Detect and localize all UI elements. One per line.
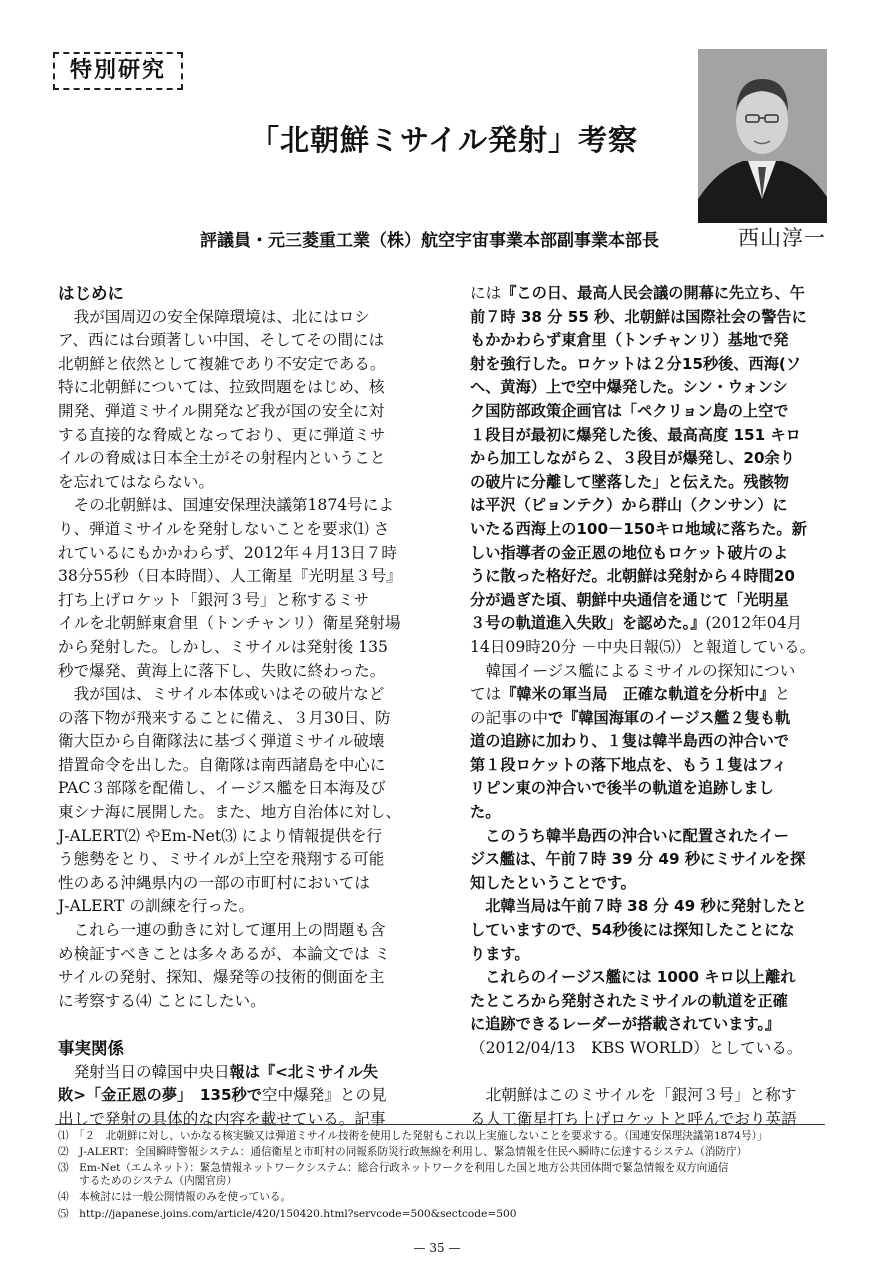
text-line: サイルの発射、探知、爆発等の技術的側面を主 [58, 968, 385, 987]
text-line: このうち韓半島西の沖合いに配置されたイー [470, 826, 789, 845]
text-line: 38分55秒（日本時間）、人工衛星『光明星３号』 [58, 567, 402, 586]
text-line: リピン東の沖合いで後半の軌道を追跡しまし [470, 779, 774, 798]
text-line: しい指導者の金正恩の地位もロケット破片のよ [470, 543, 789, 562]
text-segment: 空中爆発』との見 [261, 1086, 387, 1105]
text-line: 出しで発射の具体的な内容を載せている。記事 [58, 1109, 386, 1128]
text-line [470, 1061, 815, 1085]
text-line [58, 1061, 402, 1085]
text-segment: (2012年04月 [705, 614, 803, 633]
text-line [470, 707, 815, 731]
footnote-2: ⑵ J-ALERT：全国瞬時警報システム：通信衛星と市町村の同報系防災行政無線を利用し、緊急情報を住民へ瞬時に伝達するシステム（消防庁） [58, 1146, 748, 1158]
text-line: 14日09時20分 －中央日報⑸）と報道している。 [470, 637, 816, 656]
text-line: の破片に分離して墜落した」と伝えた。残骸物 [470, 472, 789, 491]
text-line [470, 612, 815, 636]
text-line: PAC３部隊を配備し、イージス艦を日本海及び [58, 779, 386, 798]
text-line: ア、西には台頭著しい中国、そしてその間には [58, 331, 385, 350]
text-line: していますので、54秒後には探知したことにな [470, 921, 795, 940]
text-line: 射を強行した。ロケットは２分15秒後、西海(ソ [470, 354, 802, 373]
footnote-3: ⑶ Em-Net（エムネット）：緊急情報ネットワークシステム：総合行政ネットワークを利用した国と地方公共団体間で緊急情報を双方向通信 [58, 1162, 729, 1174]
text-segment: 『韓米の軍当局 正確な軌道を分析中』 [501, 685, 775, 704]
text-line: もかかわらず東倉里（トンチャンリ）基地で発 [470, 331, 789, 350]
text-line: する直接的な脅威となっており、更に弾道ミサ [58, 425, 386, 444]
text-line: から発射した。しかし、ミサイルは発射後 135 [58, 637, 388, 656]
text-line: （2012/04/13 KBS WORLD）としている。 [470, 1039, 803, 1057]
text-line: J-ALERT⑵ やEm-Net⑶ により情報提供を行 [58, 826, 383, 845]
text-line: 我が国周辺の安全保障環境は、北にはロシ [58, 307, 370, 326]
text-line: た。 [470, 803, 501, 822]
text-line [470, 683, 815, 707]
section-heading: はじめに [58, 284, 124, 303]
text-line: 北朝鮮と依然として複雑であり不安定である。 [58, 354, 386, 373]
left-column [58, 282, 402, 1131]
text-line: イルの脅威は日本全土がその射程内ということ [58, 449, 386, 468]
author-photo [698, 49, 827, 223]
text-segment: ３号の軌道進入失敗」を認めた。』 [470, 614, 706, 633]
text-line: の落下物が飛来することに備え、３月30日、防 [58, 708, 391, 727]
text-line: これら一連の動きに対して運用上の問題も含 [58, 921, 386, 940]
text-line: １段目が最初に爆発した後、最高高度 151 キロ [470, 425, 801, 444]
author-affiliation: 評議員・元三菱重工業（株）航空宇宙事業本部副事業本部長 [200, 231, 659, 251]
text-line: 前７時 38 分 55 秒、北朝鮮は国際社会の警告に [470, 307, 807, 326]
text-line: 韓国イージス艦によるミサイルの探知につい [470, 661, 796, 680]
text-line: 北朝鮮はこのミサイルを「銀河３号」と称す [470, 1086, 797, 1105]
text-line [470, 282, 815, 306]
text-line: うに散った格好だ。北朝鮮は発射から４時間20 [470, 567, 795, 586]
text-line: に考察する⑷ ことにしたい。 [58, 991, 266, 1010]
text-line: たところから発射されたミサイルの軌道を正確 [470, 991, 788, 1010]
text-segment: ては [470, 685, 502, 704]
text-line: これらのイージス艦には 1000 キロ以上離れ [470, 968, 796, 987]
text-line: ク国防部政策企画官は「ペクリョン島の上空で [470, 401, 789, 420]
text-line: 東シナ海に展開した。また、地方自治体に対し、 [58, 803, 402, 822]
text-line: め検証すべきことは多々あるが、本論文では ミ [58, 944, 391, 963]
text-line: ります。 [470, 944, 530, 963]
text-line: 北韓当局は午前７時 38 分 49 秒に発射したと [470, 897, 807, 916]
text-segment: 報は『<北ミサイル失 [229, 1062, 378, 1081]
text-line: その北朝鮮は、国連安保理決議第1874号によ [58, 496, 394, 515]
footnote-4: ⑷ 本検討には一般公開情報のみを使っている。 [58, 1191, 292, 1203]
text-segment: の記事の中 [470, 708, 548, 727]
author-name: 西山淳一 [738, 226, 826, 250]
text-line: J-ALERT の訓練を行った。 [58, 897, 255, 916]
section-heading: 事実関係 [58, 1039, 124, 1058]
text-line: 道の追跡に加わり、１隻は韓半島西の沖合いで [470, 732, 789, 751]
footnote-3-cont: するためのシステム（内閣官房） [58, 1175, 238, 1187]
article-title: 「北朝鮮ミサイル発射」考察 [250, 123, 638, 157]
text-line: れているにもかかわらず、2012年４月13日７時 [58, 543, 397, 562]
text-line: 開発、弾道ミサイル開発など我が国の安全に対 [58, 401, 385, 420]
text-segment: 『この日、最高人民会議の開幕に先立ち、午 [501, 284, 805, 302]
section-badge: 特別研究 [53, 52, 183, 90]
text-line: う態勢をとり、ミサイルが上空を飛翔する可能 [58, 850, 385, 869]
text-line: り、弾道ミサイルを発射しないことを要求⑴ さ [58, 519, 390, 538]
text-line: ジス艦は、午前７時 39 分 49 秒にミサイルを探 [470, 850, 806, 869]
text-line: 特に北朝鮮については、拉致問題をはじめ、核 [58, 378, 385, 397]
text-line: 秒で爆発、黄海上に落下し、失敗に終わった。 [58, 661, 386, 680]
text-line: 知したということです。 [470, 873, 636, 892]
footnote-separator [55, 1124, 825, 1125]
right-column [470, 282, 815, 1131]
portrait-image [698, 49, 827, 223]
text-line: イルを北朝鮮東倉里（トンチャンリ）衛星発射場 [58, 614, 401, 633]
text-line: 性のある沖縄県内の一部の市町村においては [58, 873, 370, 892]
text-line [58, 1013, 402, 1037]
text-line: 第１段ロケットの落下地点を、もう１隻はフィ [470, 755, 787, 774]
text-line [58, 1084, 402, 1108]
page-number: — 35 — [413, 1241, 461, 1255]
text-line: を忘れてはならない。 [58, 472, 214, 491]
footnote-5-link[interactable]: ⑸ http://japanese.joins.com/article/420/150420.html?servcode=500&sectcode=500 [58, 1208, 517, 1220]
text-segment: 敗>「金正恩の夢」 135秒で [58, 1086, 262, 1105]
text-line: に追跡できるレーダーが搭載されています。』 [470, 1015, 781, 1034]
text-segment: と [774, 685, 791, 704]
text-line: から加工しながら２、３段目が爆発し、20余り [470, 449, 795, 468]
text-line: 我が国は、ミサイル本体或いはその破片など [58, 685, 385, 704]
text-line: いたる西海上の100－150キロ地域に落ちた。新 [470, 519, 807, 538]
text-segment: 発射当日の韓国中央日 [58, 1062, 230, 1081]
text-line: 措置命令を出した。自衛隊は南西諸島を中心に [58, 755, 386, 774]
text-segment: で『韓国海軍のイージス艦２隻も軌 [547, 708, 791, 727]
text-segment: には [470, 284, 502, 302]
text-line: ヘ、黄海）上で空中爆発した。シン・ウォンシ [470, 378, 788, 397]
text-line: る人工衛星打ち上げロケットと呼んでおり英語 [470, 1109, 797, 1128]
footnote-1: ⑴ 「２ 北朝鮮に対し、いかなる核実験又は弾道ミサイル技術を使用した発射もこれ以上実施しないことを要求する。（国連安保理決議第1874号）」 [58, 1130, 768, 1142]
text-line: 衛大臣から自衛隊法に基づく弾道ミサイル破壊 [58, 732, 385, 751]
text-line: 分が過ぎた頃、朝鮮中央通信を通じて「光明星 [470, 590, 789, 609]
text-line: は平沢（ピョンテク）から群山（クンサン）に [470, 496, 788, 515]
text-line: 打ち上げロケット「銀河３号」と称するミサ [58, 590, 370, 609]
